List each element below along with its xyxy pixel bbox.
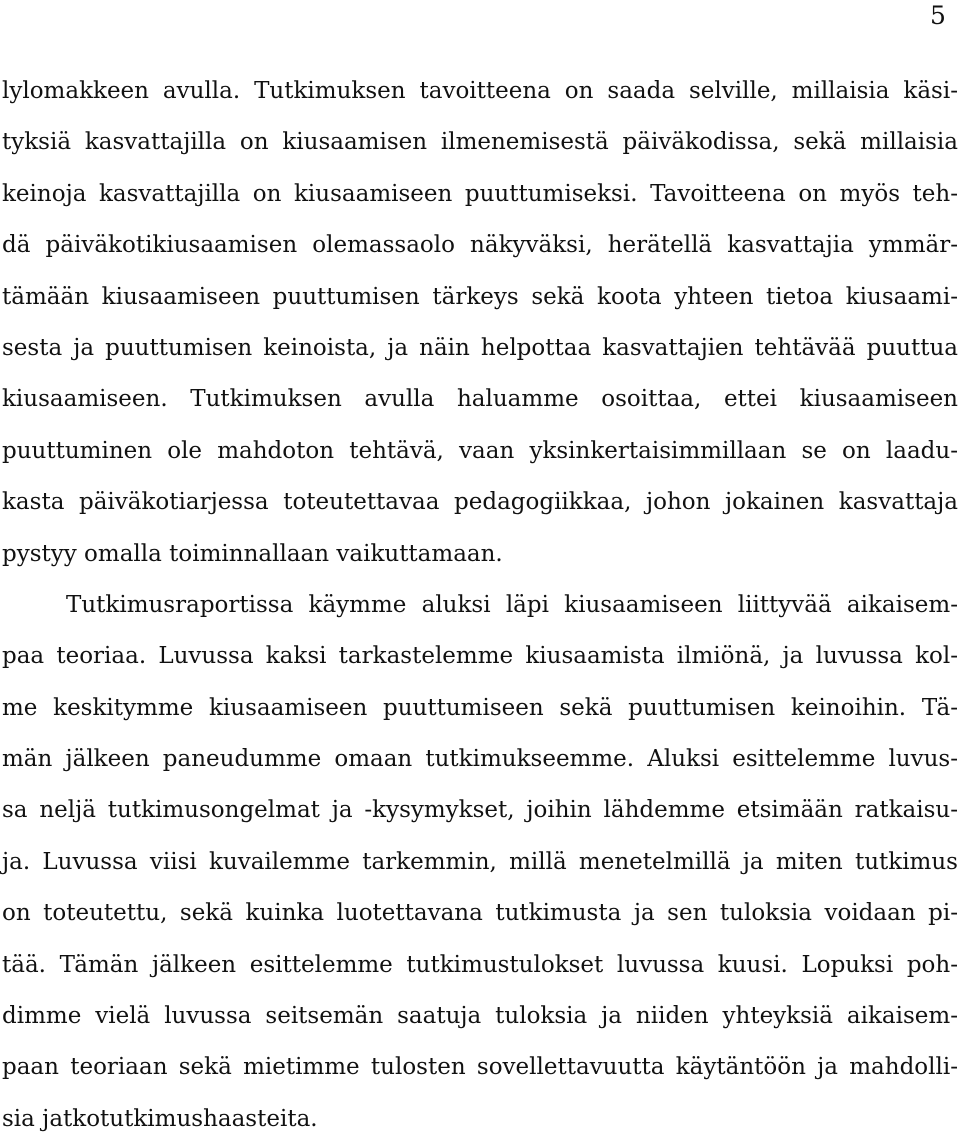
paragraph [2, 66, 958, 580]
text-line: paa teoriaa. Luvussa kaksi tarkastelemme kiusaamista ilmiönä, ja luvussa kol- [2, 643, 958, 670]
text-line: dimme vielä luvussa seitsemän saatuja tuloksia ja niiden yhteyksiä aikaisem- [2, 1003, 958, 1030]
text-line: män jälkeen paneudumme omaan tutkimukseemme. Aluksi esittelemme luvus- [2, 746, 958, 773]
page-number: 5 [930, 1, 946, 30]
text-line: lylomakkeen avulla. Tutkimuksen tavoitteena on saada selville, millaisia käsi- [2, 78, 958, 104]
text-line: sesta ja puuttumisen keinoista, ja näin helpottaa kasvattajien tehtävää puuttua [2, 334, 958, 361]
text-line: sa neljä tutkimusongelmat ja -kysymykset, joihin lähdemme etsimään ratkaisu- [2, 797, 958, 824]
text-line: me keskitymme kiusaamiseen puuttumiseen sekä puuttumisen keinoihin. Tä- [2, 694, 958, 721]
text-line: dä päiväkotikiusaamisen olemassaolo näkyväksi, herätellä kasvattajia ymmär- [2, 232, 958, 259]
text-line: puuttuminen ole mahdoton tehtävä, vaan yksinkertaisimmillaan se on laadu- [2, 437, 958, 464]
text-line: ja. Luvussa viisi kuvailemme tarkemmin, millä menetelmillä ja miten tutkimus [2, 848, 958, 875]
text-line: Tutkimusraportissa käymme aluksi läpi kiusaamiseen liittyvää aikaisem- [66, 591, 958, 618]
text-line: kasta päiväkotiarjessa toteutettavaa pedagogiikkaa, johon jokainen kasvattaja [2, 489, 958, 516]
text-line: tämään kiusaamiseen puuttumisen tärkeys sekä koota yhteen tietoa kiusaami- [2, 283, 958, 310]
text-line: sia jatkotutkimushaasteita. [2, 1105, 318, 1132]
paragraph [2, 580, 958, 1145]
text-line: kiusaamiseen. Tutkimuksen avulla haluamme osoittaa, ettei kiusaamiseen [2, 386, 958, 413]
text-line: pystyy omalla toiminnallaan vaikuttamaan. [2, 540, 503, 567]
text-line: tää. Tämän jälkeen esittelemme tutkimustulokset luvussa kuusi. Lopuksi poh- [2, 951, 958, 978]
text-line: tyksiä kasvattajilla on kiusaamisen ilmenemisestä päiväkodissa, sekä millaisia [2, 129, 958, 156]
document-body [2, 66, 958, 1145]
text-line: paan teoriaan sekä mietimme tulosten sovellettavuutta käytäntöön ja mahdolli- [2, 1054, 958, 1081]
text-line: keinoja kasvattajilla on kiusaamiseen puuttumiseksi. Tavoitteena on myös teh- [2, 180, 958, 207]
text-line: on toteutettu, sekä kuinka luotettavana tutkimusta ja sen tuloksia voidaan pi- [2, 900, 958, 927]
